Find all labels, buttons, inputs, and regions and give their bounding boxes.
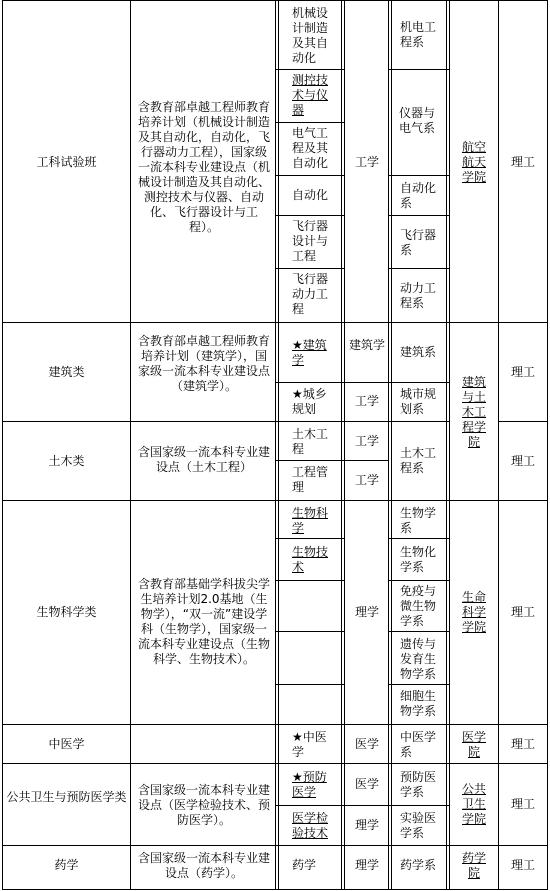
major-aircraft-design: 飞行器设计与工程 xyxy=(292,219,329,263)
degree-medicine: 医学 xyxy=(354,737,379,751)
degree-science: 理学 xyxy=(354,605,379,619)
discipline-tcm: 理工 xyxy=(510,737,535,751)
dept-pharmacy: 药学系 xyxy=(400,858,437,872)
major-preventive-medicine: ★预防医学 xyxy=(292,770,327,799)
dept-mechatronics: 机电工程系 xyxy=(400,20,437,49)
category-tcm: 中医学 xyxy=(48,737,85,751)
description-engineering: 含教育部卓越工程师教育培养计划（机械设计制造及其自动化，自动化，飞行器动力工程），国家级一流本科专业建设点（机械设计制造及其自动化、测控技术与仪器、自动化、飞行器设计与工程）。 xyxy=(138,100,271,234)
description-architecture: 含教育部卓越工程师教育培养计划（建筑学），国家级一流本科专业建设点（建筑学）。 xyxy=(138,334,271,393)
major-electrical: 电气工程及其自动化 xyxy=(292,126,329,170)
major-engineering-management: 工程管理 xyxy=(292,465,329,494)
dept-architecture: 建筑系 xyxy=(400,345,437,359)
dept-biochemistry: 生物化学系 xyxy=(400,545,437,574)
dept-urban-planning: 城市规划系 xyxy=(400,387,437,416)
description-civil: 含国家级一流本科专业建设点（土木工程） xyxy=(138,445,271,474)
dept-lab-medicine: 实验医学系 xyxy=(400,811,437,840)
description-biology: 含教育部基础学科拔尖学生培养计划2.0基地（生物学），“双一流”建设学科（生物学），国家级一流本科专业建设点（生物科学、生物技术）。 xyxy=(138,577,271,666)
major-mechanical: 机械设计制造及其自动化 xyxy=(292,6,329,65)
category-pharmacy: 药学 xyxy=(54,858,79,872)
major-architecture: ★建筑学 xyxy=(292,338,327,367)
discipline-pharmacy: 理工 xyxy=(510,858,535,872)
dept-automation: 自动化系 xyxy=(400,181,437,210)
category-public-health: 公共卫生与预防医学类 xyxy=(6,790,127,804)
degree-pharmacy: 理学 xyxy=(354,858,379,872)
dept-immunology: 免疫与微生物学系 xyxy=(400,584,437,628)
description-public-health: 含国家级一流本科专业建设点（医学检验技术、预防医学）。 xyxy=(138,783,271,827)
school-life-science[interactable]: 生命科学学院 xyxy=(461,590,486,634)
category-civil: 土木类 xyxy=(48,454,85,468)
description-pharmacy: 含国家级一流本科专业建设点（药学）。 xyxy=(138,851,271,880)
major-civil: 土木工程 xyxy=(292,427,329,456)
major-biotechnology: 生物技术 xyxy=(292,545,329,574)
school-public-health[interactable]: 公共卫生学院 xyxy=(461,782,486,826)
dept-biology: 生物学系 xyxy=(400,506,437,535)
major-urban-planning: ★城乡规划 xyxy=(292,387,327,416)
school-aerospace[interactable]: 航空航天学院 xyxy=(461,140,486,184)
major-tcm: ★中医学 xyxy=(292,730,327,759)
dept-aircraft: 飞行器系 xyxy=(400,228,437,257)
school-medicine[interactable]: 医学院 xyxy=(461,730,486,759)
discipline-civil: 理工 xyxy=(510,454,535,468)
dept-instrument: 仪器与电气系 xyxy=(399,106,436,135)
dept-preventive-medicine: 预防医学系 xyxy=(400,770,437,799)
dept-tcm: 中医学系 xyxy=(400,730,437,759)
school-architecture-civil[interactable]: 建筑与土木工程学院 xyxy=(461,375,486,449)
dept-genetics: 遗传与发育生物学系 xyxy=(400,637,437,681)
category-engineering: 工科试验班 xyxy=(36,155,97,169)
category-biology: 生物科学类 xyxy=(36,605,97,619)
degree-urban-planning: 工学 xyxy=(354,394,379,408)
discipline-public-health: 理工 xyxy=(510,797,535,811)
school-pharmacy[interactable]: 药学院 xyxy=(461,851,486,880)
major-biological-science: 生物科学 xyxy=(292,506,329,535)
major-measurement: 测控技术与仪器 xyxy=(292,73,329,117)
major-aircraft-power: 飞行器动力工程 xyxy=(292,272,329,316)
degree-engineering: 工学 xyxy=(354,155,379,169)
major-lab-medicine: 医学检验技术 xyxy=(292,811,329,840)
degree-lab-medicine: 理学 xyxy=(354,818,379,832)
discipline-biology: 理工 xyxy=(510,605,535,619)
category-architecture: 建筑类 xyxy=(48,365,85,379)
dept-civil: 土木工程系 xyxy=(400,446,437,475)
dept-power: 动力工程系 xyxy=(400,281,437,310)
dept-cell-biology: 细胞生物学系 xyxy=(400,689,437,718)
major-pharmacy: 药学 xyxy=(292,858,317,872)
degree-preventive-medicine: 医学 xyxy=(354,777,379,791)
degree-engineering-management: 工学 xyxy=(354,473,379,487)
degree-civil: 工学 xyxy=(354,434,379,448)
major-automation: 自动化 xyxy=(292,188,329,202)
discipline-engineering: 理工 xyxy=(510,155,535,169)
degree-architecture: 建筑学 xyxy=(349,338,386,352)
discipline-architecture: 理工 xyxy=(510,365,535,379)
